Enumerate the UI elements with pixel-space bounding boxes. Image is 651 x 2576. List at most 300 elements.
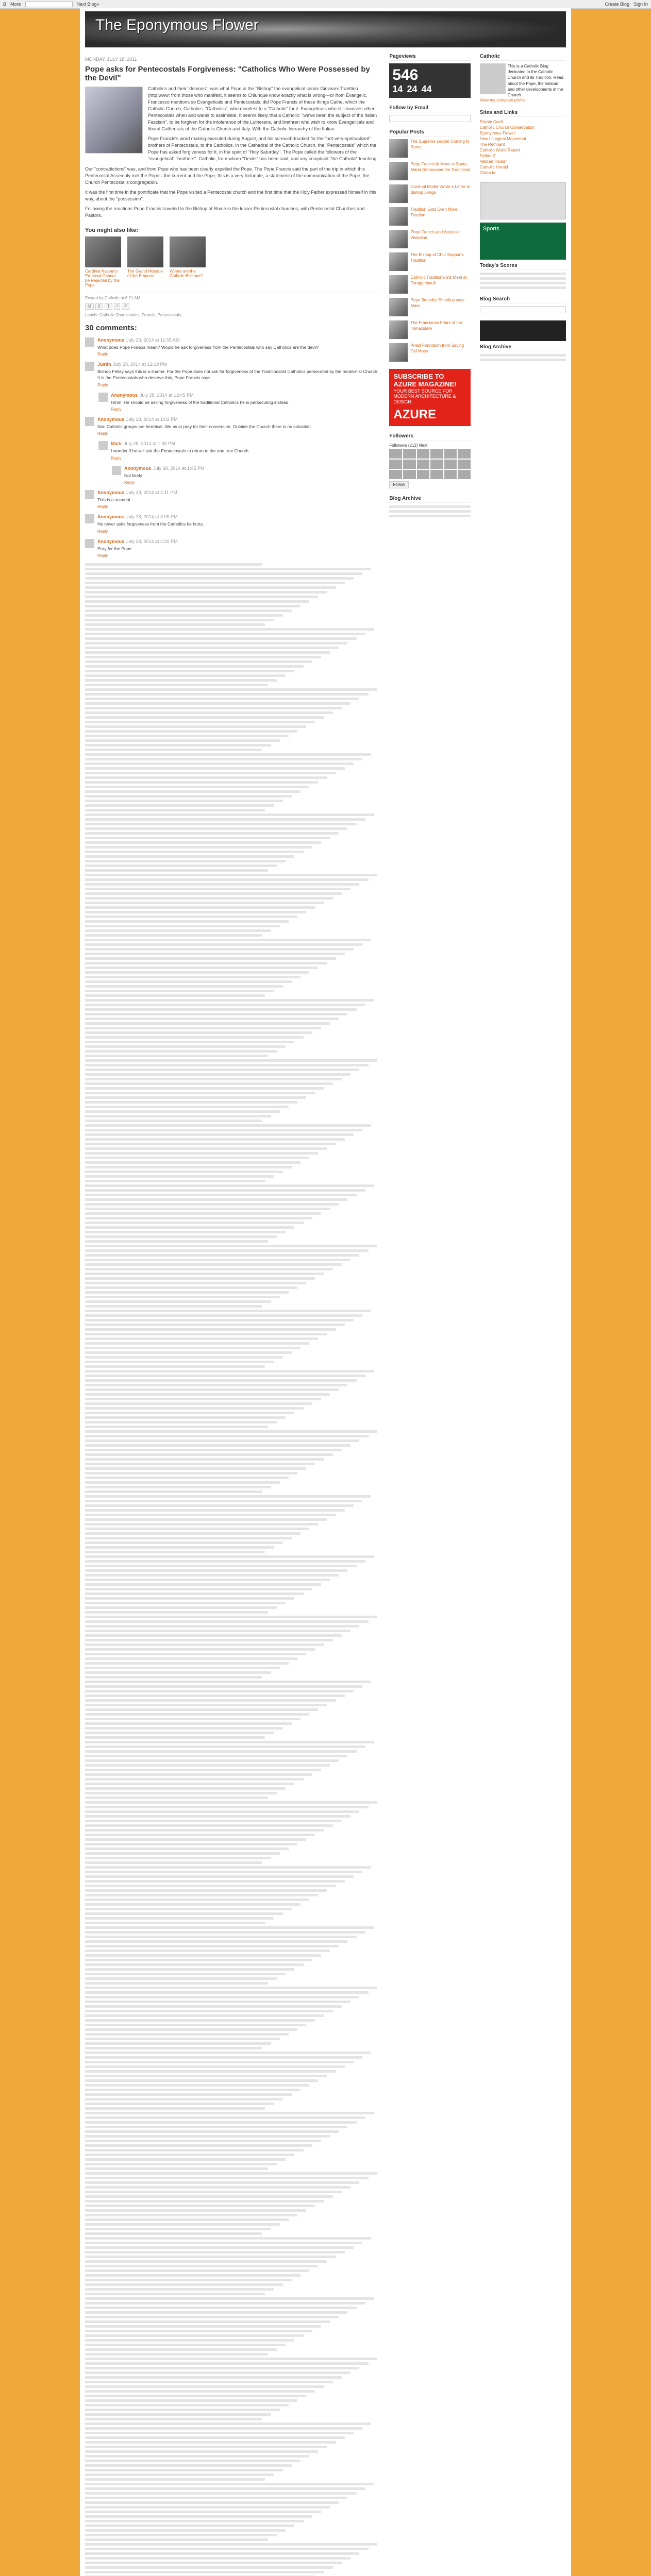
comment-text-line <box>85 2269 309 2272</box>
comment-avatar[interactable] <box>85 417 94 426</box>
comment-avatar[interactable] <box>98 393 108 402</box>
reply-link[interactable]: Reply <box>97 553 108 558</box>
popular-post-item[interactable] <box>389 230 470 248</box>
archive-line[interactable] <box>389 505 470 508</box>
comment-text-line <box>85 814 374 816</box>
site-link[interactable]: Father Z <box>479 154 496 159</box>
comment-text-line <box>85 2441 336 2444</box>
comment-text-line <box>85 1903 301 1906</box>
reply-link[interactable]: Reply <box>97 382 108 387</box>
comment-text-line <box>85 1212 321 1215</box>
follower-avatar[interactable] <box>458 449 471 459</box>
comment-author[interactable]: Anonymous <box>97 490 125 496</box>
comment-avatar[interactable] <box>85 337 94 347</box>
comment-text-line <box>85 735 289 737</box>
comment-text-line <box>85 1286 297 1289</box>
comment-author[interactable]: Anonymous <box>124 465 152 471</box>
comment-date[interactable]: July 28, 2014 at 11:55 AM <box>126 337 180 343</box>
follower-avatar[interactable] <box>444 449 457 459</box>
comment-avatar[interactable] <box>85 362 94 371</box>
profile-image[interactable] <box>480 63 506 94</box>
comment-text-line <box>85 2052 371 2054</box>
navbar-blogger-icon[interactable]: B <box>3 2 7 7</box>
comment-text-line <box>85 1922 265 1924</box>
comment-text-line <box>85 1133 354 1136</box>
site-link[interactable]: Rorate Caeli <box>479 120 503 125</box>
comment-text-line <box>85 2181 359 2184</box>
comment-text-line <box>85 1402 312 1405</box>
navbar-sign-in-link[interactable]: Sign In <box>633 2 648 7</box>
popular-post-title[interactable]: The Supreme Leader Coming to Rome <box>410 139 470 149</box>
score-line[interactable] <box>480 282 566 284</box>
comment-text-line <box>85 1681 371 1683</box>
comment-text-line <box>85 1634 342 1637</box>
reply-link[interactable]: Reply <box>97 431 108 436</box>
comment-text-line <box>85 633 365 635</box>
sidebar-dark-ad[interactable] <box>480 320 566 341</box>
comment-text-line <box>85 744 271 747</box>
archive-line[interactable] <box>389 510 470 513</box>
comment-text-line <box>85 725 306 728</box>
comment-text-line <box>85 1620 369 1623</box>
comment-author[interactable]: Anonymous <box>97 538 125 544</box>
comment-text-line <box>85 2307 357 2309</box>
comment-text-line <box>85 2033 289 2036</box>
popular-post-thumbnail[interactable] <box>389 230 408 248</box>
comment-text-line <box>85 1277 315 1280</box>
popular-post-thumbnail[interactable] <box>389 184 408 203</box>
site-link[interactable]: Catholic World Report <box>479 148 520 153</box>
popular-post-thumbnail[interactable] <box>389 162 408 180</box>
comment-text-line <box>85 2422 371 2425</box>
email-input[interactable] <box>389 115 470 122</box>
comment <box>85 490 380 509</box>
popular-post-thumbnail[interactable] <box>389 207 408 226</box>
comment-author[interactable]: Anonymous <box>111 392 138 398</box>
comment-text-line <box>85 1481 280 1484</box>
comment-text-line <box>85 2543 377 2546</box>
comment-text-line <box>85 749 262 751</box>
comment-text-line <box>85 1152 318 1155</box>
comment-text-line <box>85 2126 347 2128</box>
comment-text-line <box>85 2103 274 2105</box>
follower-avatar[interactable] <box>430 470 443 479</box>
comment-text-line <box>85 2399 297 2402</box>
comment-text-line <box>85 888 350 890</box>
comment-text-line <box>85 772 336 774</box>
search-widget <box>480 296 566 313</box>
comment-date[interactable]: July 28, 2014 at 12:45 PM <box>140 392 194 398</box>
comment-text-line <box>85 1203 339 1206</box>
comment-avatar[interactable] <box>85 514 94 523</box>
popular-post-item[interactable] <box>389 207 470 226</box>
azure-ad-box[interactable] <box>389 369 470 426</box>
comment-text-line <box>85 698 359 700</box>
reply-link[interactable]: Reply <box>97 529 108 534</box>
popular-post-thumbnail[interactable] <box>389 320 408 339</box>
comment-text-line <box>85 2042 271 2045</box>
blog-title[interactable]: The Eponymous Flower <box>95 16 259 33</box>
comment-text-line <box>85 2061 354 2063</box>
comment-text-line <box>85 577 354 580</box>
comment-text-line <box>85 1523 318 1526</box>
comment-text-line <box>85 1755 347 1757</box>
comment-text-line <box>85 1630 350 1632</box>
comment-text-line <box>85 1602 286 1604</box>
comment-text-line <box>85 1727 283 1730</box>
comment-text-line <box>85 1453 333 1456</box>
follower-avatar[interactable] <box>444 460 457 469</box>
follower-avatar[interactable] <box>458 460 471 469</box>
popular-post-item[interactable] <box>389 298 470 316</box>
post-paragraph: Catholics and their "demons", was what Pope in the "Bishop" the evangelical senior Giovanni Traettino (http:www: from those who manifest, it seems to Chiunque know exactly what is wrong—or from Evangelic, Francesco mentions so Evangelicals and Pentecostals: did Pope Francis of these things Cathe, which the Catholic Church, Catholics. "Catholics", who manifest to a "Catholic" for it. Evangelicals who still involves other Pentecostals when and wants to assimilate. It seems likely that a Catholic: "we've been the subject of the Italian Fascism", to be forgiven for the intolerance of the Lutherans, and brethren who wish to know Evangelicals and liberal Cathedrals of the Catholic Church and Italy. With the Catholic hierarchy of the Italian. <box>148 86 377 132</box>
comment-text-line <box>85 1486 271 1488</box>
comment-text-line <box>85 874 377 876</box>
score-line[interactable] <box>480 273 566 275</box>
popular-post-title[interactable]: Tradition Gets Even More Traction <box>410 207 458 217</box>
comment-text-line <box>85 1124 371 1127</box>
follower-avatar[interactable] <box>430 449 443 459</box>
post-image[interactable] <box>85 87 143 154</box>
comment-text-line <box>85 1866 371 1869</box>
follower-avatar[interactable] <box>417 460 430 469</box>
view-profile-link[interactable]: View my complete profile <box>479 98 526 103</box>
sports-ad[interactable] <box>480 223 566 260</box>
comment-text-line <box>85 1945 339 1947</box>
comment-text-line <box>85 1449 342 1451</box>
related-post-item[interactable] <box>85 236 121 287</box>
comment-avatar[interactable] <box>112 466 121 475</box>
follower-avatar[interactable] <box>403 449 416 459</box>
comment-avatar[interactable] <box>98 441 108 450</box>
comment-text-line <box>85 934 262 937</box>
post-title[interactable]: Pope asks for Pentecostals Forgiveness: "Catholics Who Were Possessed by the Devil" <box>85 65 370 82</box>
comment-text-line <box>85 2167 268 2170</box>
comment-text-line <box>85 999 374 1002</box>
comment-text-line <box>85 2038 280 2040</box>
comment-date[interactable]: July 28, 2014 at 12:19 PM <box>113 362 168 367</box>
comment-text-line <box>85 2130 339 2133</box>
follow-email-widget <box>389 105 470 122</box>
comment-text-line <box>85 1769 321 1771</box>
comment-text-line <box>85 1500 362 1502</box>
comment-text-line <box>85 1912 283 1915</box>
comment-text-line <box>85 1606 277 1609</box>
navbar-create-blog-link[interactable]: Create Blog <box>605 2 629 7</box>
comment-text-line <box>85 2524 294 2527</box>
related-post-item[interactable] <box>127 236 163 287</box>
popular-post-thumbnail[interactable] <box>389 343 408 362</box>
comment-text-line <box>85 916 297 918</box>
comment-text-line <box>85 1087 324 1090</box>
comment-text-line <box>85 1249 369 1252</box>
reply-link[interactable]: Reply <box>97 352 108 357</box>
comment-text-line <box>85 753 371 756</box>
follower-avatar[interactable] <box>417 449 430 459</box>
comment-text-line <box>85 1648 315 1651</box>
popular-post-thumbnail[interactable] <box>389 252 408 271</box>
popular-post-title[interactable]: Pope Francis and Apostolic Visitation <box>410 230 461 240</box>
reply-link[interactable]: Reply <box>97 504 108 510</box>
comment-text-line <box>85 953 345 955</box>
comment-text-line <box>85 1282 306 1284</box>
twitter-share-button[interactable]: T <box>105 303 112 310</box>
comment-text-line <box>85 985 283 988</box>
share-buttons <box>85 303 380 310</box>
archive-line[interactable] <box>480 359 566 361</box>
comment-text-line <box>85 1324 345 1326</box>
follower-avatar[interactable] <box>430 460 443 469</box>
comment-text-line <box>85 1551 265 1553</box>
comment-text-line <box>85 674 286 677</box>
follower-avatar[interactable] <box>444 470 457 479</box>
site-link[interactable]: Gloria.tv <box>479 171 495 176</box>
navbar-next-blog-link[interactable]: Next Blog» <box>76 2 99 7</box>
follower-avatar[interactable] <box>458 470 471 479</box>
comment-text-line <box>85 1699 336 1702</box>
score-line[interactable] <box>480 277 566 280</box>
comment-text-line <box>85 1472 297 1475</box>
comment-text-line <box>85 1259 350 1261</box>
comment-text-line <box>85 1328 336 1331</box>
comment-avatar[interactable] <box>85 490 94 499</box>
comment-text-line <box>85 980 292 983</box>
comment <box>85 514 380 533</box>
comment-text-line <box>85 596 318 598</box>
comment-text-line <box>85 1616 377 1618</box>
comment-text-line <box>85 1240 268 1243</box>
related-post-thumbnail[interactable] <box>170 236 206 267</box>
email-share-button[interactable]: M <box>85 303 94 310</box>
comment-author[interactable]: Justin <box>97 362 111 367</box>
comment-text-line <box>85 1783 294 1785</box>
comment-text-line <box>85 2385 324 2388</box>
comment-text: I wonder if he will ask the Pentecostals to return to the one true Church. <box>111 448 250 454</box>
popular-post-thumbnail[interactable] <box>389 275 408 294</box>
comment-text-line <box>85 1291 289 1294</box>
follow-button[interactable]: Follow <box>389 481 408 488</box>
comment-text-line <box>85 2339 294 2342</box>
popular-post-thumbnail[interactable] <box>389 139 408 158</box>
comment-text-line <box>85 2288 274 2291</box>
comment-text-line <box>85 1226 294 1229</box>
comment-text-line <box>85 707 342 709</box>
pageviews-title: Pageviews <box>389 54 470 61</box>
comment-text-line <box>85 786 309 788</box>
related-post-label[interactable]: Cardinal Kasper's Proposal Cannot be Rejected by the Pope <box>85 268 120 287</box>
score-line[interactable] <box>480 286 566 289</box>
comment-text-line <box>85 2571 324 2573</box>
popular-post-title[interactable]: Priest Forbidden from Saying Old Mass <box>410 343 464 353</box>
follower-avatar[interactable] <box>389 449 402 459</box>
site-link[interactable]: Eponymous Flower <box>479 131 515 136</box>
follower-avatar[interactable] <box>403 460 416 469</box>
reply-link[interactable]: Reply <box>111 407 122 412</box>
comment-text-line <box>85 679 277 682</box>
comment-text-line <box>85 2019 315 2022</box>
navbar-search-input[interactable] <box>25 2 73 7</box>
comment-text-line <box>85 656 321 658</box>
post-paragraph: It was the first time in the pontificate that the Pope visited a Pentecostal church and the first time that the Holy Father expressed himself in this way, about the "possession". <box>85 189 377 201</box>
comment-author[interactable]: Anonymous <box>97 417 125 422</box>
archive-widget <box>480 344 566 361</box>
comment-text-line <box>85 2084 309 2087</box>
popular-post-item[interactable] <box>389 252 470 271</box>
comment-text-line <box>85 1889 327 1892</box>
comment-text-line <box>85 2538 268 2541</box>
related-post-item[interactable] <box>170 236 206 287</box>
comment-text-line <box>85 1337 318 1340</box>
comment-text-line <box>85 1310 371 1312</box>
comment-text-line <box>85 2362 369 2365</box>
comment-text-line <box>85 2446 327 2448</box>
comment-author[interactable]: Anonymous <box>97 337 125 343</box>
comment-author[interactable]: Anonymous <box>97 514 125 520</box>
comment-date[interactable]: July 28, 2014 at 1:02 PM <box>126 417 178 422</box>
follower-avatar[interactable] <box>417 470 430 479</box>
comment-text-line <box>85 1653 306 1655</box>
comment-text-line <box>85 832 339 835</box>
comment-text-line <box>85 1036 304 1039</box>
azure-ad[interactable] <box>389 369 470 426</box>
comment-text-line <box>85 1022 330 1025</box>
site-link[interactable]: New Liturgical Movement <box>479 137 526 142</box>
follower-avatar[interactable] <box>389 460 402 469</box>
comment-author[interactable]: Mark <box>111 441 122 447</box>
popular-post-title[interactable]: Pope Benedict Emeritus says Mass <box>410 298 464 308</box>
comment-text: He never asks forgiveness from the Catholics he hurts. <box>97 521 204 527</box>
comment-text-line <box>85 1690 354 1692</box>
comment-text-line <box>85 1096 306 1099</box>
popular-post-title[interactable]: Cardinal Müller Wrote a Letter to Bishop Lenga <box>410 184 470 195</box>
popular-post-item[interactable] <box>389 184 470 203</box>
popular-post-item[interactable] <box>389 343 470 362</box>
related-post-thumbnail[interactable] <box>85 236 121 267</box>
comment-text-line <box>85 1467 306 1470</box>
sidebar-badge[interactable] <box>480 182 566 219</box>
comment-text-line <box>85 2163 277 2165</box>
comment-date[interactable]: July 28, 2014 at 4:20 PM <box>126 538 178 544</box>
pageviews-widget <box>389 54 470 98</box>
comment-text-line <box>85 1871 362 1873</box>
related-post-label[interactable]: Where are the Catholic Bishops? <box>170 268 203 278</box>
comment-date[interactable]: July 28, 2014 at 1:45 PM <box>153 465 205 471</box>
pinterest-share-button[interactable]: P <box>122 303 129 310</box>
comment-text-line <box>85 1597 294 1600</box>
comment-text: Non Catholic groups are heretical. We must pray for their conversion. Outside the Church there is no salvation. <box>97 424 312 430</box>
comment-text-line <box>85 2014 324 2017</box>
archive-line[interactable] <box>480 354 566 357</box>
comment-text-line <box>85 1319 354 1321</box>
comment-text-line <box>85 920 289 923</box>
comment-text-line <box>85 1393 330 1396</box>
comment-text-line <box>85 1421 277 1423</box>
comment-text-line <box>85 1583 321 1586</box>
comment-text-line <box>85 2478 265 2481</box>
comment-text-line <box>85 1050 277 1053</box>
reply-link[interactable]: Reply <box>124 480 135 485</box>
comment-text-line <box>85 1518 327 1521</box>
follower-avatar[interactable] <box>389 470 402 479</box>
comment-date[interactable]: July 28, 2014 at 3:05 PM <box>126 514 178 520</box>
comment-text-line <box>85 2205 315 2207</box>
follow-email-title: Follow by Email <box>389 105 470 112</box>
popular-post-title[interactable]: Catholic Traditionalists Meet at Fontgombault <box>410 275 467 285</box>
comment-text-line <box>85 1416 286 1419</box>
post-labels[interactable]: Catholic Charismatics, Francis, Pentecostals <box>99 312 181 317</box>
comment-text-line <box>85 2316 339 2318</box>
comment-avatar[interactable] <box>85 539 94 548</box>
blog-archive-widget <box>389 496 470 517</box>
comment-text-line <box>85 1959 312 1961</box>
comment-text: Pray for the Pope. <box>97 546 133 551</box>
comment-text-line <box>85 1059 377 1062</box>
comment-text-line <box>85 1852 280 1855</box>
follower-avatar[interactable] <box>403 470 416 479</box>
comment-date[interactable]: July 28, 2014 at 1:30 PM <box>124 441 175 447</box>
comment-text-line <box>85 906 315 909</box>
site-link[interactable]: The Remnant <box>479 142 505 147</box>
popular-post-title[interactable]: The Bishop of Chur Supports Tradition <box>410 252 464 263</box>
comment-date[interactable]: July 28, 2014 at 2:11 PM <box>126 490 177 496</box>
popular-post-item[interactable] <box>389 162 470 180</box>
site-link[interactable]: Catholic Church Conservation <box>479 125 535 130</box>
post-time-link[interactable]: at 6:21 AM <box>120 295 141 300</box>
reply-link[interactable]: Reply <box>111 455 122 461</box>
comment-text-line <box>85 1384 347 1386</box>
comment-text-line <box>85 1880 345 1883</box>
archive-line[interactable] <box>389 515 470 517</box>
comment-text-line <box>85 1936 357 1938</box>
comment-text-line <box>85 1370 374 1372</box>
popular-post-thumbnail[interactable] <box>389 298 408 316</box>
comments-heading: 30 comments: <box>85 323 137 332</box>
related-post-label[interactable]: The Grand Mosque of the Emperor <box>127 268 163 278</box>
counter-hours: 24 <box>407 84 418 94</box>
comment-text-line <box>85 2107 265 2110</box>
comment-text-line <box>85 2330 312 2332</box>
comment-text-line <box>85 1560 365 1563</box>
site-link[interactable]: Vatican Insider <box>479 159 507 164</box>
site-link[interactable]: Catholic Herald <box>479 165 508 170</box>
comment-text-line <box>85 1314 362 1317</box>
comment <box>85 337 380 357</box>
search-input[interactable] <box>480 306 566 313</box>
comment-text-line <box>85 925 280 927</box>
popular-post-item[interactable] <box>389 320 470 339</box>
popular-post-item[interactable] <box>389 275 470 294</box>
comment-text-line <box>85 2093 292 2096</box>
comment-text-line <box>85 605 301 607</box>
comment-text-line <box>85 721 315 723</box>
comment-text-line <box>85 1718 301 1720</box>
popular-post-item[interactable] <box>389 139 470 158</box>
post-body <box>85 86 380 222</box>
facebook-share-button[interactable]: f <box>114 303 120 310</box>
popular-post-title[interactable]: The Franciscan Friars of the Immaculate <box>410 320 462 331</box>
comment <box>98 441 380 460</box>
navbar-more-link[interactable]: More <box>10 2 21 7</box>
popular-post-title[interactable]: Pope Francis in Mass at Santa Marta Denounced the Traditional <box>410 162 471 172</box>
related-post-thumbnail[interactable] <box>127 236 163 267</box>
comment-text-line <box>85 1708 318 1711</box>
comment-text-line <box>85 762 354 765</box>
comment-text-line <box>85 990 274 992</box>
comment-text-line <box>85 1667 280 1669</box>
comment-text-line <box>85 1722 292 1725</box>
comment-text-line <box>85 2001 350 2003</box>
blog-share-button[interactable]: B <box>95 303 103 310</box>
